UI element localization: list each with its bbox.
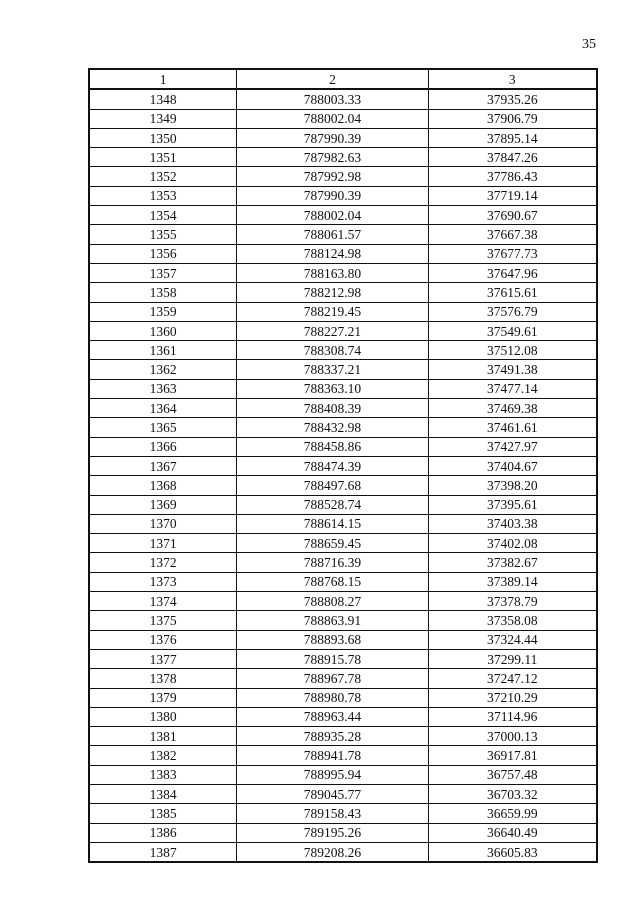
- x-coordinate-cell: 788363.10: [237, 379, 428, 398]
- point-number-cell: 1369: [89, 495, 237, 514]
- point-number-cell: 1352: [89, 167, 237, 186]
- table-row: [89, 399, 597, 418]
- point-number-cell: 1363: [89, 379, 237, 398]
- point-number-cell: 1368: [89, 476, 237, 495]
- y-coordinate-cell: 37461.61: [428, 418, 597, 437]
- x-coordinate-cell: 788614.15: [237, 514, 428, 533]
- x-coordinate-cell: 789195.26: [237, 823, 428, 842]
- point-number-cell: 1372: [89, 553, 237, 572]
- table-row: [89, 128, 597, 147]
- y-coordinate-cell: 37114.96: [428, 707, 597, 726]
- table-row: [89, 244, 597, 263]
- x-coordinate-cell: 788528.74: [237, 495, 428, 514]
- point-number-cell: 1383: [89, 765, 237, 784]
- point-number-cell: 1349: [89, 109, 237, 128]
- column-header-1: 1: [89, 69, 237, 89]
- point-number-cell: 1359: [89, 302, 237, 321]
- point-number-cell: 1380: [89, 707, 237, 726]
- x-coordinate-cell: 788003.33: [237, 89, 428, 109]
- x-coordinate-cell: 788768.15: [237, 572, 428, 591]
- table-row: [89, 437, 597, 456]
- point-number-cell: 1365: [89, 418, 237, 437]
- table-row: [89, 263, 597, 282]
- y-coordinate-cell: 37299.11: [428, 649, 597, 668]
- point-number-cell: 1370: [89, 514, 237, 533]
- x-coordinate-cell: 788337.21: [237, 360, 428, 379]
- table-header: [89, 69, 597, 89]
- x-coordinate-cell: 787992.98: [237, 167, 428, 186]
- point-number-cell: 1373: [89, 572, 237, 591]
- y-coordinate-cell: 37477.14: [428, 379, 597, 398]
- point-number-cell: 1378: [89, 669, 237, 688]
- y-coordinate-cell: 37847.26: [428, 148, 597, 167]
- table-header-row: [89, 69, 597, 89]
- point-number-cell: 1350: [89, 128, 237, 147]
- y-coordinate-cell: 37404.67: [428, 456, 597, 475]
- x-coordinate-cell: 789158.43: [237, 804, 428, 823]
- y-coordinate-cell: 37491.38: [428, 360, 597, 379]
- y-coordinate-cell: 36917.81: [428, 746, 597, 765]
- y-coordinate-cell: 37324.44: [428, 630, 597, 649]
- y-coordinate-cell: 37395.61: [428, 495, 597, 514]
- table-row: [89, 225, 597, 244]
- y-coordinate-cell: 37469.38: [428, 399, 597, 418]
- y-coordinate-cell: 37402.08: [428, 534, 597, 553]
- y-coordinate-cell: 37647.96: [428, 263, 597, 282]
- point-number-cell: 1351: [89, 148, 237, 167]
- x-coordinate-cell: 787990.39: [237, 186, 428, 205]
- y-coordinate-cell: 37677.73: [428, 244, 597, 263]
- point-number-cell: 1375: [89, 611, 237, 630]
- x-coordinate-cell: 788474.39: [237, 456, 428, 475]
- x-coordinate-cell: 788497.68: [237, 476, 428, 495]
- y-coordinate-cell: 37389.14: [428, 572, 597, 591]
- y-coordinate-cell: 37615.61: [428, 283, 597, 302]
- x-coordinate-cell: 787990.39: [237, 128, 428, 147]
- point-number-cell: 1384: [89, 784, 237, 803]
- y-coordinate-cell: 37358.08: [428, 611, 597, 630]
- x-coordinate-cell: 788659.45: [237, 534, 428, 553]
- table-row: [89, 649, 597, 668]
- point-number-cell: 1356: [89, 244, 237, 263]
- x-coordinate-cell: 788458.86: [237, 437, 428, 456]
- table-row: [89, 148, 597, 167]
- point-number-cell: 1362: [89, 360, 237, 379]
- y-coordinate-cell: 37403.38: [428, 514, 597, 533]
- x-coordinate-cell: 788219.45: [237, 302, 428, 321]
- point-number-cell: 1355: [89, 225, 237, 244]
- point-number-cell: 1358: [89, 283, 237, 302]
- y-coordinate-cell: 36703.32: [428, 784, 597, 803]
- point-number-cell: 1357: [89, 263, 237, 282]
- y-coordinate-cell: 37382.67: [428, 553, 597, 572]
- point-number-cell: 1386: [89, 823, 237, 842]
- point-number-cell: 1381: [89, 727, 237, 746]
- x-coordinate-cell: 788893.68: [237, 630, 428, 649]
- table-row: [89, 804, 597, 823]
- point-number-cell: 1371: [89, 534, 237, 553]
- x-coordinate-cell: 788963.44: [237, 707, 428, 726]
- column-header-2: 2: [237, 69, 428, 89]
- table-row: [89, 379, 597, 398]
- table-row: [89, 727, 597, 746]
- x-coordinate-cell: 788915.78: [237, 649, 428, 668]
- table-row: [89, 707, 597, 726]
- x-coordinate-cell: 788002.04: [237, 206, 428, 225]
- table-row: [89, 476, 597, 495]
- table-row: [89, 283, 597, 302]
- y-coordinate-cell: 36605.83: [428, 842, 597, 862]
- point-number-cell: 1379: [89, 688, 237, 707]
- coordinates-table: [88, 68, 598, 863]
- x-coordinate-cell: 788808.27: [237, 592, 428, 611]
- table-row: [89, 534, 597, 553]
- y-coordinate-cell: 37378.79: [428, 592, 597, 611]
- table-row: [89, 592, 597, 611]
- point-number-cell: 1376: [89, 630, 237, 649]
- x-coordinate-cell: 788163.80: [237, 263, 428, 282]
- table-row: [89, 688, 597, 707]
- x-coordinate-cell: 789208.26: [237, 842, 428, 862]
- x-coordinate-cell: 788432.98: [237, 418, 428, 437]
- table-row: [89, 321, 597, 340]
- point-number-cell: 1377: [89, 649, 237, 668]
- point-number-cell: 1364: [89, 399, 237, 418]
- y-coordinate-cell: 36640.49: [428, 823, 597, 842]
- x-coordinate-cell: 788227.21: [237, 321, 428, 340]
- point-number-cell: 1374: [89, 592, 237, 611]
- table-row: [89, 360, 597, 379]
- point-number-cell: 1361: [89, 341, 237, 360]
- table-row: [89, 186, 597, 205]
- table-row: [89, 765, 597, 784]
- table-row: [89, 630, 597, 649]
- x-coordinate-cell: 788716.39: [237, 553, 428, 572]
- table-row: [89, 784, 597, 803]
- y-coordinate-cell: 36757.48: [428, 765, 597, 784]
- x-coordinate-cell: 788308.74: [237, 341, 428, 360]
- y-coordinate-cell: 37895.14: [428, 128, 597, 147]
- point-number-cell: 1382: [89, 746, 237, 765]
- point-number-cell: 1348: [89, 89, 237, 109]
- y-coordinate-cell: 37210.29: [428, 688, 597, 707]
- y-coordinate-cell: 37247.12: [428, 669, 597, 688]
- x-coordinate-cell: 788941.78: [237, 746, 428, 765]
- y-coordinate-cell: 37398.20: [428, 476, 597, 495]
- table-row: [89, 823, 597, 842]
- x-coordinate-cell: 788061.57: [237, 225, 428, 244]
- y-coordinate-cell: 37576.79: [428, 302, 597, 321]
- table-row: [89, 89, 597, 109]
- x-coordinate-cell: 788995.94: [237, 765, 428, 784]
- y-coordinate-cell: 37786.43: [428, 167, 597, 186]
- point-number-cell: 1367: [89, 456, 237, 475]
- table-row: [89, 514, 597, 533]
- x-coordinate-cell: 788002.04: [237, 109, 428, 128]
- y-coordinate-cell: 37719.14: [428, 186, 597, 205]
- table-row: [89, 495, 597, 514]
- y-coordinate-cell: 37667.38: [428, 225, 597, 244]
- table-row: [89, 669, 597, 688]
- point-number-cell: 1385: [89, 804, 237, 823]
- x-coordinate-cell: 788980.78: [237, 688, 428, 707]
- table-row: [89, 456, 597, 475]
- table-row: [89, 167, 597, 186]
- y-coordinate-cell: 37549.61: [428, 321, 597, 340]
- table-row: [89, 842, 597, 862]
- x-coordinate-cell: 787982.63: [237, 148, 428, 167]
- x-coordinate-cell: 788863.91: [237, 611, 428, 630]
- table-row: [89, 109, 597, 128]
- y-coordinate-cell: 37000.13: [428, 727, 597, 746]
- table-row: [89, 341, 597, 360]
- x-coordinate-cell: 788124.98: [237, 244, 428, 263]
- table-row: [89, 611, 597, 630]
- point-number-cell: 1366: [89, 437, 237, 456]
- table-row: [89, 302, 597, 321]
- y-coordinate-cell: 37512.08: [428, 341, 597, 360]
- x-coordinate-cell: 788967.78: [237, 669, 428, 688]
- table-row: [89, 746, 597, 765]
- column-header-3: 3: [428, 69, 597, 89]
- table-body: [89, 89, 597, 862]
- table-row: [89, 572, 597, 591]
- x-coordinate-cell: 789045.77: [237, 784, 428, 803]
- table-row: [89, 553, 597, 572]
- x-coordinate-cell: 788212.98: [237, 283, 428, 302]
- point-number-cell: 1360: [89, 321, 237, 340]
- table-row: [89, 206, 597, 225]
- point-number-cell: 1354: [89, 206, 237, 225]
- x-coordinate-cell: 788408.39: [237, 399, 428, 418]
- y-coordinate-cell: 37906.79: [428, 109, 597, 128]
- x-coordinate-cell: 788935.28: [237, 727, 428, 746]
- point-number-cell: 1387: [89, 842, 237, 862]
- y-coordinate-cell: 37427.97: [428, 437, 597, 456]
- y-coordinate-cell: 37935.26: [428, 89, 597, 109]
- y-coordinate-cell: 37690.67: [428, 206, 597, 225]
- y-coordinate-cell: 36659.99: [428, 804, 597, 823]
- point-number-cell: 1353: [89, 186, 237, 205]
- table-row: [89, 418, 597, 437]
- page-number: 35: [582, 37, 596, 52]
